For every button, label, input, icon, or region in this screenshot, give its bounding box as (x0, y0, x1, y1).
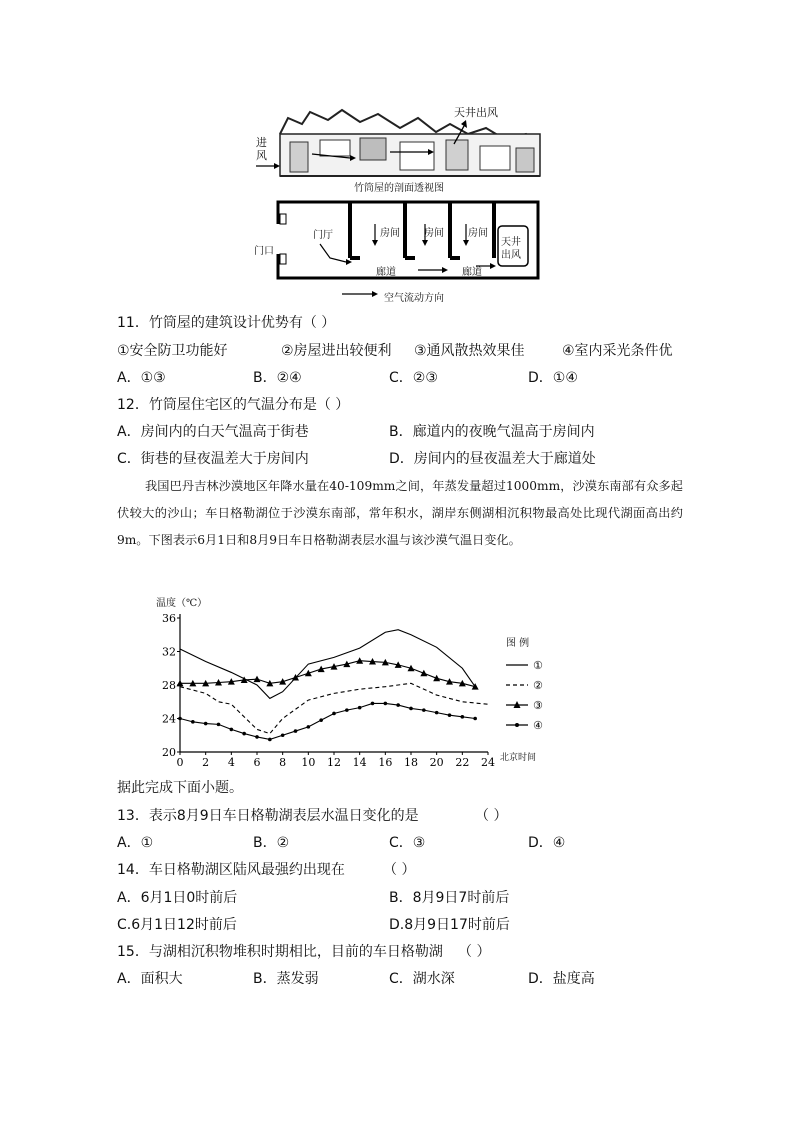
after-chart-text: 据此完成下面小题。 (117, 780, 243, 796)
series-line-2 (180, 683, 488, 733)
q15-option-a[interactable]: A．面积大 (117, 971, 183, 987)
q11-statement-3: ③通风散热效果佳 (414, 343, 525, 359)
q12-stem: 12．竹筒屋住宅区的气温分布是（ ） (117, 397, 350, 413)
legend-label-1: ① (533, 659, 543, 672)
legend-marker-4 (515, 723, 519, 727)
series-3-point (420, 670, 427, 677)
temperature-chart (150, 596, 550, 768)
series-4-point (345, 708, 349, 712)
q11-option-b[interactable]: B．②④ (253, 370, 302, 386)
inflow-label: 进 风 (256, 136, 267, 162)
y-tick-label: 32 (162, 645, 176, 659)
q12-option-c[interactable]: C．街巷的昼夜温差大于房间内 (117, 451, 309, 467)
x-tick-label: 22 (455, 756, 470, 768)
x-tick-label: 4 (227, 756, 235, 768)
q15-option-d[interactable]: D．盐度高 (528, 971, 595, 987)
plan-room1-label: 房间 (380, 228, 400, 239)
section-caption: 竹筒屋的剖面透视图 (354, 183, 444, 194)
q11-statement-2: ②房屋进出较便利 (281, 343, 392, 359)
legend-label-2: ② (533, 679, 543, 692)
plan-courtyard-label: 天井 出风 (501, 237, 521, 261)
q11-option-a[interactable]: A．①③ (117, 370, 166, 386)
series-4-point (448, 713, 452, 717)
chart-svg (150, 596, 550, 768)
q11-statement-4: ④室内采光条件优 (562, 343, 673, 359)
chart-xlabel: 北京时间 (500, 753, 537, 763)
q13-option-b[interactable]: B．② (253, 835, 290, 851)
series-4-point (371, 702, 375, 706)
x-tick-label: 6 (253, 756, 261, 768)
series-4-point (217, 723, 221, 727)
series-4-point (384, 702, 388, 706)
y-tick-label: 28 (162, 679, 176, 692)
chart-ylabel: 温度（℃） (156, 598, 208, 609)
q14-paren: （ ） (383, 862, 416, 878)
plan-room3-label: 房间 (468, 228, 488, 239)
q13-option-c[interactable]: C．③ (389, 835, 426, 851)
q14-stem: 14．车日格勒湖区陆风最强约出现在 (117, 862, 345, 878)
q15-paren: （ ） (458, 944, 491, 960)
q12-option-a[interactable]: A．房间内的白天气温高于街巷 (117, 424, 309, 440)
series-3-point (433, 675, 440, 682)
q12-option-d[interactable]: D．房间内的昼夜温差大于廊道处 (389, 451, 596, 467)
series-4-point (319, 718, 323, 722)
x-tick-label: 20 (429, 756, 444, 768)
passage-text: 我国巴丹吉林沙漠地区年降水量在40-109mm之间，年蒸发量超过1000mm，沙漠东南部有众多起伏较大的沙山；车日格勒湖位于沙漠东南部，常年积水，湖岸东侧湖相沉积物最高处比现代湖面高出约9m。下图表示6月1日和8月9日车日格勒湖表层水温与该沙漠气温日变化。 (117, 479, 683, 547)
q11-option-c[interactable]: C．②③ (389, 370, 438, 386)
series-4-point (307, 725, 311, 729)
x-tick-label: 8 (279, 756, 287, 768)
legend-label-3: ③ (533, 699, 543, 712)
series-4-point (409, 707, 413, 711)
series-4-point (473, 717, 477, 721)
y-tick-label: 20 (162, 746, 176, 759)
plan-corridor1-label: 廊道 (376, 267, 396, 278)
q14-option-a[interactable]: A．6月1日0时前后 (117, 890, 238, 906)
series-4-point (461, 715, 465, 719)
q15-stem: 15．与湖相沉积物堆积时期相比，目前的车日格勒湖 (117, 944, 443, 960)
plan-door-label: 门口 (254, 246, 274, 257)
q15-option-c[interactable]: C．湖水深 (389, 971, 455, 987)
x-tick-label: 2 (202, 756, 210, 768)
q14-option-c[interactable]: C.6月1日12时前后 (117, 917, 237, 933)
series-4-point (204, 722, 208, 726)
q13-option-a[interactable]: A．① (117, 835, 154, 851)
q12-option-b[interactable]: B．廊道内的夜晚气温高于房间内 (389, 424, 595, 440)
x-tick-label: 16 (378, 756, 393, 768)
q11-option-d[interactable]: D．①④ (528, 370, 578, 386)
series-4-point (230, 728, 234, 732)
series-4-point (268, 738, 272, 742)
chart-legend-title: 图 例 (506, 638, 530, 649)
courtyard-outflow-label: 天井出风 (454, 106, 498, 119)
x-tick-label: 24 (481, 756, 495, 768)
series-line-3 (180, 661, 475, 687)
q11-statement-1: ①安全防卫功能好 (117, 343, 228, 359)
series-line-4 (180, 703, 475, 739)
q11-stem: 11．竹筒屋的建筑设计优势有（ ） (117, 315, 336, 331)
plan-corridor2-label: 廊道 (462, 267, 482, 278)
q14-option-d[interactable]: D.8月9日17时前后 (389, 917, 510, 933)
series-4-point (255, 735, 259, 739)
q15-option-b[interactable]: B．蒸发弱 (253, 971, 319, 987)
legend-label-4: ④ (533, 719, 543, 732)
x-tick-label: 10 (301, 756, 316, 768)
q14-option-b[interactable]: B．8月9日7时前后 (389, 890, 510, 906)
plan-legend-label: 空气流动方向 (384, 293, 444, 304)
series-4-point (281, 733, 285, 737)
series-4-point (242, 732, 246, 736)
series-4-point (191, 720, 195, 724)
series-4-point (332, 712, 336, 716)
y-tick-label: 24 (162, 712, 176, 726)
series-4-point (435, 711, 439, 715)
series-4-point (358, 706, 362, 710)
x-tick-label: 0 (176, 756, 184, 768)
q13-stem: 13．表示8月9日车日格勒湖表层水温日变化的是 (117, 808, 419, 824)
q13-option-d[interactable]: D．④ (528, 835, 566, 851)
x-tick-label: 18 (404, 756, 418, 768)
plan-hall-label: 门厅 (313, 230, 333, 241)
q13-paren: （ ） (475, 808, 508, 824)
x-tick-label: 14 (352, 756, 367, 768)
plan-room2-label: 房间 (424, 228, 444, 239)
x-tick-label: 12 (327, 756, 341, 768)
series-4-point (422, 708, 426, 712)
series-4-point (294, 729, 298, 733)
series-4-point (396, 703, 400, 707)
y-tick-label: 36 (162, 612, 176, 625)
series-line-1 (180, 630, 475, 699)
series-4-point (178, 717, 182, 721)
